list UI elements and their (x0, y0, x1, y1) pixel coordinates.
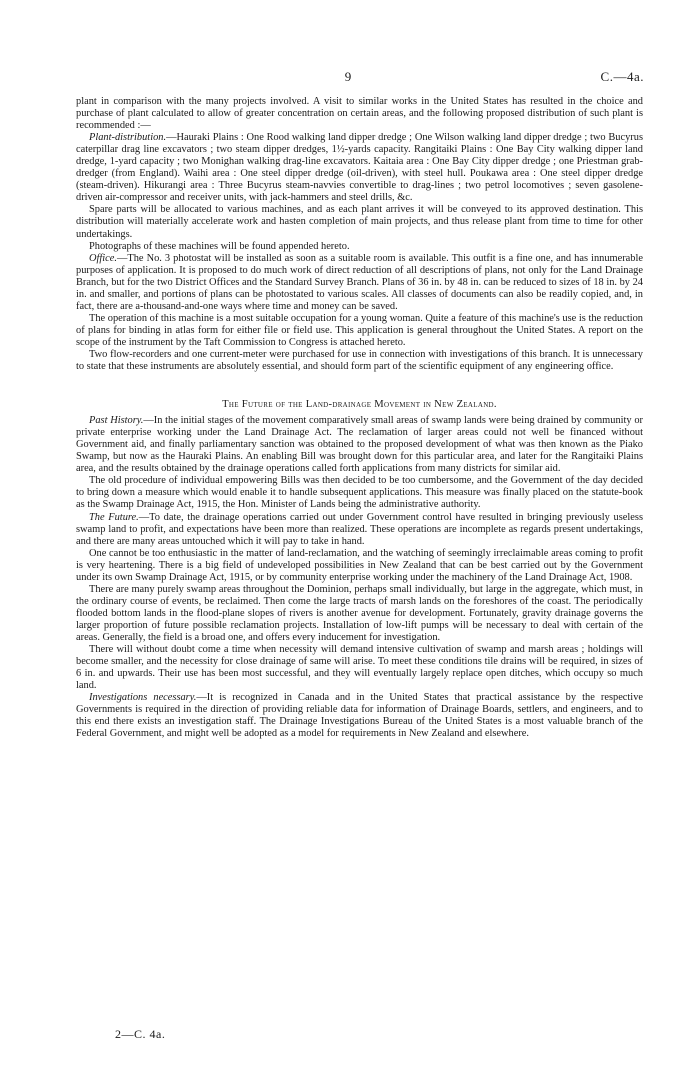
paragraph-text: Photographs of these machines will be found appended hereto. (89, 240, 350, 252)
paragraph-old-procedure (76, 475, 643, 511)
paragraph-flow-recorders (76, 349, 643, 373)
paragraph-text: The old procedure of individual empowering Bills was then decided to be too cumbersome, and the Government of the day decided to bring down a measure which would enable it to handle subsequent applications. This measure was finally placed on the statute-book as the Swamp Drainage Act, 1915, the Hon. Minister of Lands being the administrative authority. (76, 475, 643, 511)
paragraph-lead: Office. (89, 252, 117, 264)
document-reference: C.—4a. (600, 69, 644, 84)
paragraph-past-history (76, 415, 643, 475)
paragraph-lead: Past History. (89, 415, 144, 427)
paragraph-text: The operation of this machine is a most suitable occupation for a young woman. Quite a feature of this machine's use is the reduction of plans for binding in atlas form for either file or field use. This application is general throughout the United States. A report on the scope of the instrument by the Taft Commission to Congress is attached hereto. (76, 312, 643, 348)
paragraph-text: —To date, the drainage operations carried out under Government control have resulted in bringing previously useless swamp land to profit, and expectations have been more than realized. These operations are incomplete as regards present undertakings, and there are many areas untouched which it will pay to take in hand. (76, 511, 643, 547)
body-text (76, 96, 643, 740)
paragraph-text: plant in comparison with the many projects involved. A visit to similar works in the United States has resulted in the choice and purchase of plant calculated to allow of greater concentration on certain areas, and the following proposed distribution of such plant is recommended :— (76, 96, 643, 132)
paragraph-swamp-areas (76, 584, 643, 644)
paragraph-text: —In the initial stages of the movement comparatively small areas of swamp lands were being drained by community or private enterprise working under the Land Drainage Act. The reclamation of larger areas could not well be financed without Government aid, and finally parliamentary sanction was obtained to the proposed development of what was then known as the Piako Swamp, but now as the Hauraki Plains. An enabling Bill was brought down for this particular area, and later for the Rangitaiki Plains area, and the results obtained by the drainage operations called forth applications from many districts for similar aid. (76, 415, 643, 475)
signature-mark: 2—C. 4a. (115, 1027, 166, 1041)
paragraph-photostat-operation (76, 313, 643, 349)
page-number: 9 (344, 69, 352, 84)
paragraph-the-future (76, 512, 643, 548)
paragraph-investigations (76, 692, 643, 740)
paragraph-plant-distribution (76, 132, 643, 204)
paragraph-text: —Hauraki Plains : One Rood walking land dipper dredge ; One Wilson walking land dipper dredge ; two Bucyrus caterpillar drag line excavators ; two steam dipper dredges, 1½-yards capacity. Rangitaiki Plains : One Bay City walking dipper land dredge, 1-yard capacity ; two Monighan walking drag-line excavators. Kaitaia area : One Bay City dipper dredge ; one Priestman grab-dredger (from England). Waihi area : One steel dipper dredge (oil-driven), with steel hull. Poukawa area : One steel dipper dredge (steam-driven). Hikurangi area : Three Bucyrus steam-navvies convertible to drag-lines ; two petrol locomotives ; seven gasolene-driven air-compressor and receiver units, with jack-hammers and steel drills, &c. (76, 132, 643, 204)
paragraph-lead: Plant-distribution. (89, 132, 167, 144)
paragraph-intro (76, 96, 643, 132)
paragraph-lead: The Future. (89, 511, 139, 523)
paragraph-office (76, 253, 643, 313)
paragraph-text: There will without doubt come a time when necessity will demand intensive cultivation of swamp and marsh areas ; holdings will become smaller, and the necessity for close drainage of same will arise. To meet these conditions tile drains will be required, in sizes of 6 in. and upwards. Their use has been most successful, and they will eventually largely replace open ditches, which occupy so much land. (76, 644, 643, 692)
paragraph-tile-drains (76, 644, 643, 692)
paragraph-text: There are many purely swamp areas throughout the Dominion, perhaps small individually, but large in the aggregate, which must, in the ordinary course of events, be reclaimed. Then come the large tracts of marsh lands on the foreshores of the coast. The periodically flooded bottom lands in the flood-plane slopes of rivers is another avenue for development. Fortunately, gravity drainage governs the larger proportion of future possible reclamation projects. Installation of low-lift pumps will be necessary to deal with certain of the areas. Generally, the field is a broad one, and offers every inducement for investigation. (76, 583, 643, 643)
paragraph-lead: Investigations necessary. (89, 692, 197, 704)
paragraph-text: —It is recognized in Canada and in the United States that practical assistance by the respective Governments is required in the direction of providing reliable data for information of Drainage Boards, settlers, and engineers, and to this end there exists an investigation staff. The Drainage Investigations Bureau of the United States is a most valuable branch of the Federal Government, and might well be adopted as a model for requirements in New Zealand and elsewhere. (76, 692, 643, 740)
paragraph-text: One cannot be too enthusiastic in the matter of land-reclamation, and the watching of seemingly irreclaimable areas coming to profit is very heartening. There is a big field of undeveloped possibilities in New Zealand that can be best carried out by the Government under its own Swamp Drainage Act, 1915, or by community enterprise working under the machinery of the Land Drainage Act, 1908. (76, 547, 643, 583)
paragraph-text: —The No. 3 photostat will be installed as soon as a suitable room is available. This outfit is a fine one, and has innumerable purposes of application. It is proposed to do much work of direct reduction of all descriptions of plans, not only for the Land Drainage Branch, but for the two District Offices and the Standard Survey Branch. Plans of 36 in. by 48 in. can be reduced to sizes of 18 in. by 24 in. and smaller, and portions of plans can be photostated to various scales. All classes of documents can also be readily copied, and, in fact, there are a-thousand-and-one ways where time and money can be saved. (76, 252, 643, 312)
paragraph-spare-parts (76, 204, 643, 240)
paragraph-enthusiasm (76, 548, 643, 584)
paragraph-photographs (76, 241, 643, 253)
paragraph-text: Spare parts will be allocated to various machines, and as each plant arrives it will be conveyed to its approved destination. This distribution will materially accelerate work and hasten completion of main projects, and thus release plant from time to time for other undertakings. (76, 204, 643, 240)
section-heading: The Future of the Land-drainage Movement in New Zealand. (222, 399, 497, 411)
paragraph-text: Two flow-recorders and one current-meter were purchased for use in connection with investigations of this branch. It is unnecessary to state that these instruments are absolutely essential, and should form part of the scientific equipment of any engineering office. (76, 348, 643, 373)
